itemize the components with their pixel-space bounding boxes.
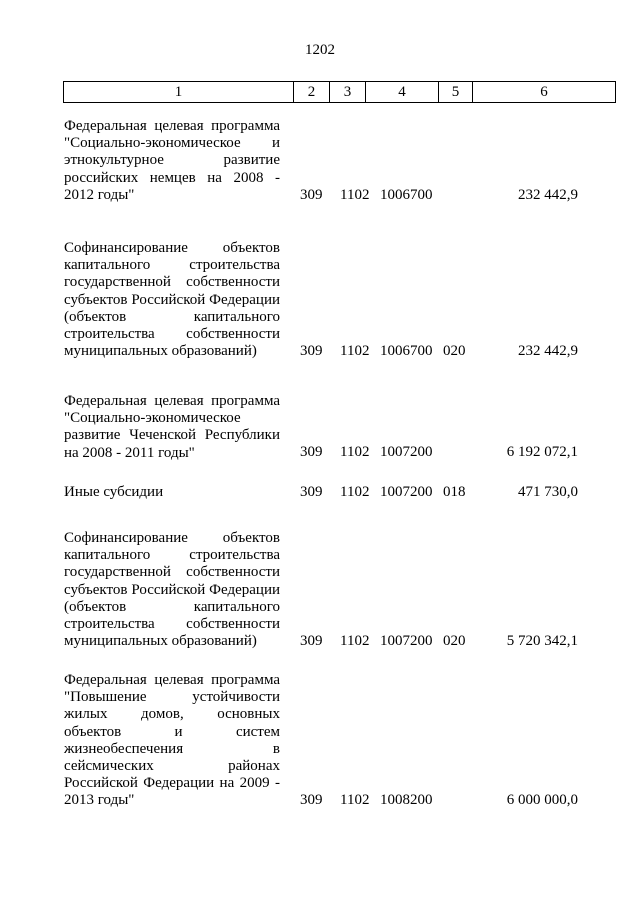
row-code-4: 1006700 (380, 343, 433, 359)
row-code-3: 1102 (340, 187, 370, 203)
column-header-5: 5 (439, 82, 473, 103)
column-header-3: 3 (330, 82, 366, 103)
row-description: Софинансирование объектов капитального строительства государственной собственности субъектов Российской Федерации (объектов капитального строительства собственности муниципальных образований) (64, 530, 280, 650)
row-description: Федеральная целевая программа "Социально-экономическое развитие Чеченской Республики на 2008 - 2011 годы" (64, 393, 280, 461)
row-code-4: 1007200 (380, 444, 433, 460)
row-code-3: 1102 (340, 792, 370, 808)
column-header-4: 4 (366, 82, 439, 103)
row-code-5: 020 (443, 343, 466, 359)
page-number: 1202 (305, 42, 335, 58)
row-code-4: 1007200 (380, 484, 433, 500)
row-description: Федеральная целевая программа "Социально-экономическое и этнокультурное развитие российских немцев на 2008 - 2012 годы" (64, 118, 280, 203)
row-code-4: 1006700 (380, 187, 433, 203)
row-code-3: 1102 (340, 484, 370, 500)
row-description: Иные субсидии (64, 484, 164, 500)
row-amount: 5 720 342,1 (506, 633, 578, 649)
column-header-table (63, 81, 616, 103)
row-amount: 6 192 072,1 (506, 444, 578, 460)
row-code-2: 309 (300, 484, 323, 500)
column-header-1: 1 (64, 82, 294, 103)
row-description: Софинансирование объектов капитального строительства государственной собственности субъектов Российской Федерации (объектов капитального строительства собственности муниципальных образований) (64, 240, 280, 360)
row-code-2: 309 (300, 444, 323, 460)
row-amount: 471 730,0 (518, 484, 578, 500)
row-code-4: 1007200 (380, 633, 433, 649)
row-amount: 232 442,9 (518, 343, 578, 359)
row-description: Федеральная целевая программа "Повышение устойчивости жилых домов, основных объектов и систем жизнеобеспечения в сейсмических районах Российской Федерации на 2009 - 2013 годы" (64, 672, 280, 809)
row-code-2: 309 (300, 633, 323, 649)
row-code-2: 309 (300, 792, 323, 808)
row-amount: 232 442,9 (518, 187, 578, 203)
row-code-5: 020 (443, 633, 466, 649)
column-header-2: 2 (294, 82, 330, 103)
row-code-3: 1102 (340, 633, 370, 649)
row-code-2: 309 (300, 187, 323, 203)
row-code-5: 018 (443, 484, 466, 500)
row-code-3: 1102 (340, 444, 370, 460)
row-code-2: 309 (300, 343, 323, 359)
column-header-row (64, 82, 616, 103)
row-amount: 6 000 000,0 (506, 792, 578, 808)
row-code-4: 1008200 (380, 792, 433, 808)
row-code-3: 1102 (340, 343, 370, 359)
column-header-6: 6 (473, 82, 616, 103)
